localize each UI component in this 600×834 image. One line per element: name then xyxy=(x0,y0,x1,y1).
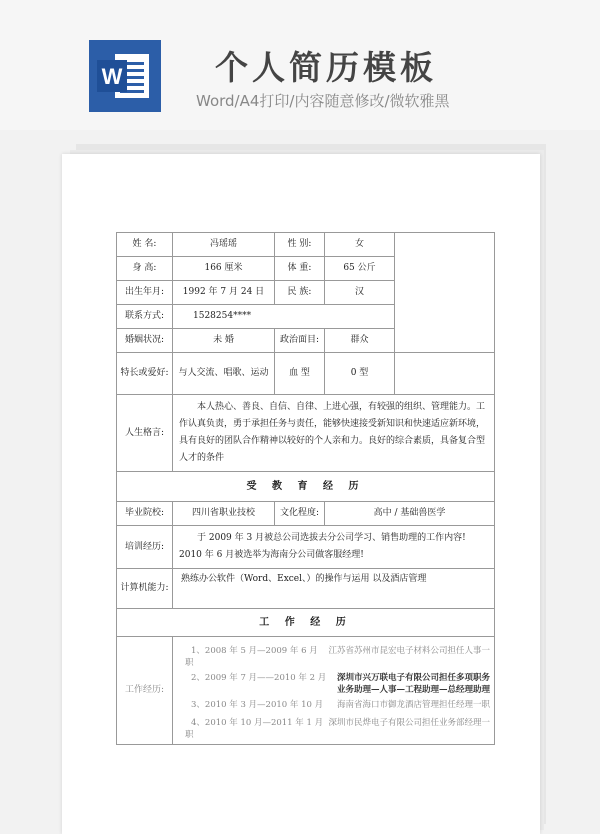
row-computer xyxy=(117,569,495,609)
job-item xyxy=(185,672,490,696)
row-training xyxy=(117,526,495,569)
job-tail: 职 xyxy=(185,729,194,740)
computer-label: 计算机能力: xyxy=(117,569,173,609)
weight-label: 体 重: xyxy=(275,257,325,281)
empty-cell xyxy=(395,353,495,395)
level-value: 高中 / 基础兽医学 xyxy=(325,502,495,526)
job-item xyxy=(185,717,490,741)
work-list xyxy=(173,637,495,745)
hobby-value: 与人交流、唱歌、运动 xyxy=(173,353,275,395)
row-work-header xyxy=(117,609,495,637)
political-label: 政治面目: xyxy=(275,329,325,353)
svg-text:W: W xyxy=(101,64,123,89)
gender-value: 女 xyxy=(325,233,395,257)
marital-value: 未 婚 xyxy=(173,329,275,353)
political-value: 群众 xyxy=(325,329,395,353)
birth-label: 出生年月: xyxy=(117,281,173,305)
job-desc: 深圳市兴万联电子有限公司担任多项职务 xyxy=(336,672,490,683)
training-text: 于 2009 年 3 月被总公司选拔去分公司学习、销售助理的工作内容! 2010 年 6 月被选举为海南分公司做客服经理! xyxy=(173,526,495,569)
weight-value: 65 公斤 xyxy=(325,257,395,281)
banner xyxy=(0,0,600,130)
blood-value: 0 型 xyxy=(325,353,395,395)
job-desc: 深圳市民烨电子有限公司担任业务部经理一 xyxy=(328,717,490,728)
job-period: 1、2008 年 5 月—2009 年 6 月 xyxy=(191,645,318,656)
row-motto xyxy=(117,395,495,472)
row-education-header xyxy=(117,472,495,502)
computer-text: 熟练办公软件（Word、Excel、）的操作与运用 以及酒店管理 xyxy=(173,569,495,609)
blood-label: 血 型 xyxy=(275,353,325,395)
row-school xyxy=(117,502,495,526)
work-label: 工作经历: xyxy=(117,637,173,745)
height-value: 166 厘米 xyxy=(173,257,275,281)
hobby-label: 特长或爱好: xyxy=(117,353,173,395)
job-period: 3、2010 年 3 月—2010 年 10 月 xyxy=(191,699,324,710)
photo-cell xyxy=(395,233,495,353)
height-label: 身 高: xyxy=(117,257,173,281)
marital-label: 婚姻状况: xyxy=(117,329,173,353)
row-hobby xyxy=(117,353,495,395)
contact-label: 联系方式: xyxy=(117,305,173,329)
page-subtitle: Word/A4打印/内容随意修改/微软雅黑 xyxy=(196,92,450,110)
motto-label: 人生格言: xyxy=(117,395,173,472)
page-title: 个人简历模板 xyxy=(215,48,437,87)
school-value: 四川省职业技校 xyxy=(173,502,275,526)
ethnic-value: 汉 xyxy=(325,281,395,305)
job-tail: 职 xyxy=(185,657,194,668)
word-icon xyxy=(89,40,161,112)
education-section-title: 受 教 育 经 历 xyxy=(117,472,495,502)
job-period: 2、2009 年 7 月——2010 年 2 月 xyxy=(191,672,327,683)
birth-value: 1992 年 7 月 24 日 xyxy=(173,281,275,305)
contact-value: 1528254**** xyxy=(173,305,395,329)
job-tail: 业务助理—人事—工程助理—总经理助理 xyxy=(336,684,490,695)
ethnic-label: 民 族: xyxy=(275,281,325,305)
resume-table xyxy=(116,232,495,745)
level-label: 文化程度: xyxy=(275,502,325,526)
row-work xyxy=(117,637,495,745)
job-desc: 海南省海口市御龙酒店管理担任经理一职 xyxy=(336,699,490,710)
training-label: 培训经历: xyxy=(117,526,173,569)
job-item xyxy=(185,645,490,669)
name-value: 冯瑶瑶 xyxy=(173,233,275,257)
school-label: 毕业院校: xyxy=(117,502,173,526)
job-desc: 江苏省苏州市昆宏电子材料公司担任人事一 xyxy=(328,645,490,656)
motto-text: 本人热心、善良、自信、自律、上进心强，有较强的组织、管理能力。工作认真负责，勇于承担任务与责任，能够快速接受新知识和快速适应新环境，具有良好的团队合作精神以较好的个人亲和力。良好的综合素质，具备复合型人才的条件 xyxy=(173,395,495,472)
row-name xyxy=(117,233,495,257)
work-section-title: 工 作 经 历 xyxy=(117,609,495,637)
job-item xyxy=(185,699,490,711)
name-label: 姓 名: xyxy=(117,233,173,257)
gender-label: 性 别: xyxy=(275,233,325,257)
job-period: 4、2010 年 10 月—2011 年 1 月 xyxy=(191,717,324,728)
